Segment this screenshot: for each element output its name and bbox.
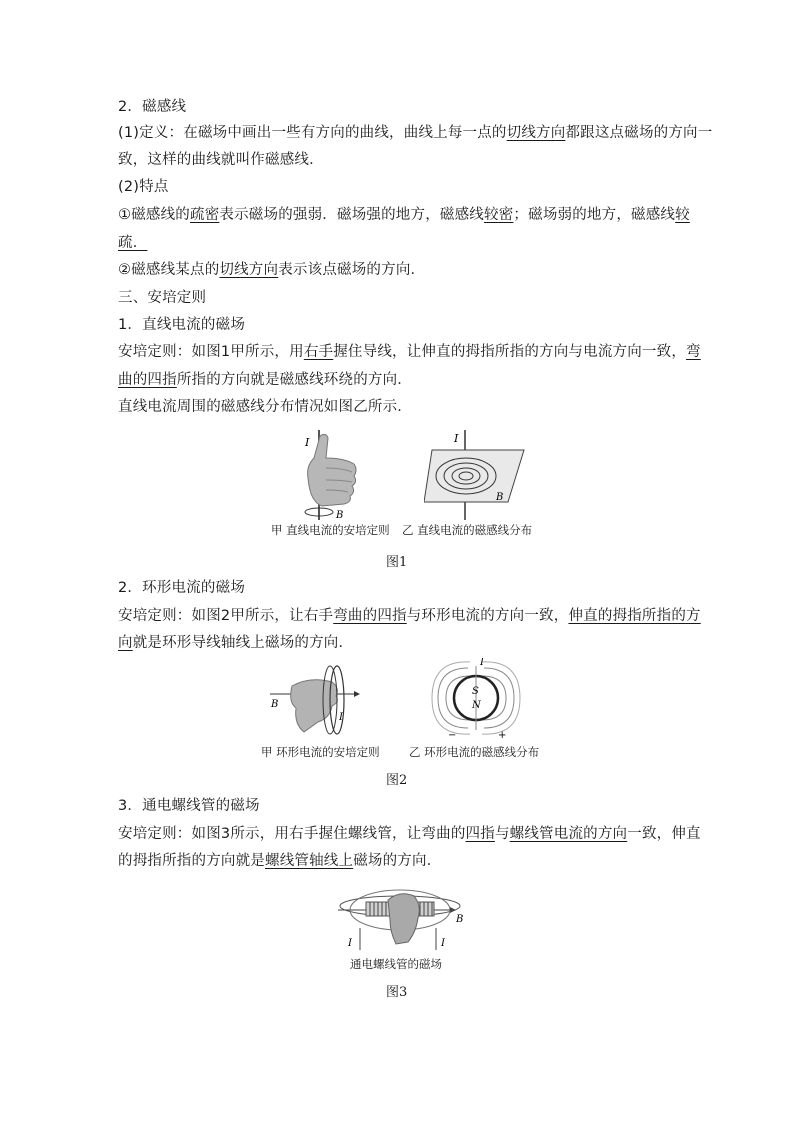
text-span: 与环形电流的方向一致， — [406, 608, 569, 624]
feature-2-line — [118, 260, 425, 280]
text-span: 安培定则：如图3所示，用右手握住螺线管，让弯曲的 — [118, 826, 466, 842]
underlined-term: 较密 — [484, 207, 514, 223]
circular-current-field-lines-diagram — [430, 658, 522, 740]
section-heading-ampere-rule: 三、安培定则 — [118, 290, 207, 306]
text-span: 表示该点磁场的方向． — [278, 262, 426, 278]
figure-1b-caption: 乙 直线电流的磁感线分布 — [402, 523, 533, 537]
current-label: I — [480, 658, 484, 668]
current-label-right: I — [441, 938, 445, 949]
minus-terminal: − — [448, 730, 457, 740]
underlined-term: 疏密 — [190, 207, 220, 223]
field-label: B — [271, 699, 279, 710]
subheading-circular-current: 2．环形电流的磁场 — [118, 580, 246, 596]
figure-1-label: 图1 — [386, 555, 408, 570]
solenoid-rule-line-1 — [118, 824, 701, 844]
underlined-term: 弯曲的四指 — [333, 608, 407, 624]
straight-distribution-line: 直线电流周围的磁感线分布情况如图乙所示． — [118, 399, 412, 415]
text-span: 磁场的方向． — [353, 853, 442, 869]
underlined-term: 螺线管轴线上 — [265, 853, 354, 869]
text-span: 与 — [494, 826, 510, 842]
definition-line-1 — [118, 123, 712, 143]
subheading-solenoid: 3．通电螺线管的磁场 — [118, 798, 260, 814]
straight-current-field-lines-diagram — [424, 430, 532, 520]
current-label: I — [339, 712, 343, 723]
circular-rule-line-1 — [118, 606, 701, 626]
solenoid-rule-line-2 — [118, 851, 441, 871]
features-heading: (2)特点 — [118, 179, 169, 195]
feature-1-line-2 — [118, 233, 147, 253]
field-label: B — [456, 914, 464, 925]
text-span: 一致，伸直 — [627, 826, 701, 842]
underlined-term: 切线方向 — [219, 262, 279, 278]
underlined-term: 曲的四指 — [118, 372, 177, 388]
straight-rule-line-2 — [118, 370, 412, 390]
plus-terminal: + — [498, 730, 507, 740]
text-span: (1)定义：在磁场中画出一些有方向的曲线，曲线上每一点的 — [118, 125, 507, 141]
text-span: 握住导线，让伸直的拇指所指的方向与电流方向一致， — [333, 344, 687, 360]
circular-current-hand-illustration — [270, 662, 360, 740]
field-label: B — [336, 510, 344, 520]
underlined-term: 螺线管电流的方向 — [509, 826, 628, 842]
current-label: I — [454, 432, 459, 445]
underlined-term: 右手 — [303, 344, 334, 360]
text-span: 表示磁场的强弱．磁场强的地方，磁感线 — [219, 207, 485, 223]
text-span: 安培定则：如图1甲所示，用 — [118, 344, 304, 360]
section-heading-field-lines: 2．磁感线 — [118, 99, 187, 115]
figure-2a-caption: 甲 环形电流的安培定则 — [261, 745, 380, 759]
text-span: 安培定则：如图2甲所示，让右手 — [118, 608, 334, 624]
definition-line-2: 致，这样的曲线就叫作磁感线． — [118, 152, 324, 168]
text-span: 都跟这点磁场的方向一 — [565, 125, 713, 141]
text-span: ；磁场弱的地方，磁感线 — [513, 207, 676, 223]
subheading-straight-current: 1．直线电流的磁场 — [118, 317, 246, 333]
underlined-term: 向 — [118, 635, 133, 651]
field-label: B — [496, 492, 504, 503]
text-span: 就是环形导线轴线上磁场的方向． — [132, 635, 354, 651]
underlined-term: 切线方向 — [506, 125, 566, 141]
text-span: ②磁感线某点的 — [118, 262, 220, 278]
text-span: 所指的方向就是磁感线环绕的方向． — [176, 372, 413, 388]
feature-1-line-1 — [118, 205, 690, 225]
underlined-term: 伸直的拇指所指的方 — [568, 608, 701, 624]
straight-rule-line-1 — [118, 342, 701, 362]
underlined-term: 较 — [675, 207, 690, 223]
underlined-term: 四指 — [465, 826, 495, 842]
figure-2b-caption: 乙 环形电流的磁感线分布 — [409, 745, 540, 759]
straight-current-hand-illustration — [296, 428, 376, 520]
text-span: 的拇指所指的方向就是 — [118, 853, 265, 869]
text-span: ①磁感线的 — [118, 207, 190, 223]
figure-3-caption: 通电螺线管的磁场 — [350, 957, 442, 971]
figure-2-label: 图2 — [386, 773, 408, 788]
south-pole-label: S — [472, 686, 479, 697]
solenoid-hand-illustration — [338, 884, 466, 952]
circular-rule-line-2 — [118, 633, 353, 653]
figure-1a-caption: 甲 直线电流的安培定则 — [271, 523, 390, 537]
figure-3-label: 图3 — [386, 985, 408, 1000]
underlined-term: 疏． — [118, 235, 148, 251]
underlined-term: 弯 — [686, 344, 701, 360]
current-label-left: I — [348, 938, 352, 949]
current-label: I — [305, 436, 310, 449]
north-pole-label: N — [472, 700, 481, 711]
